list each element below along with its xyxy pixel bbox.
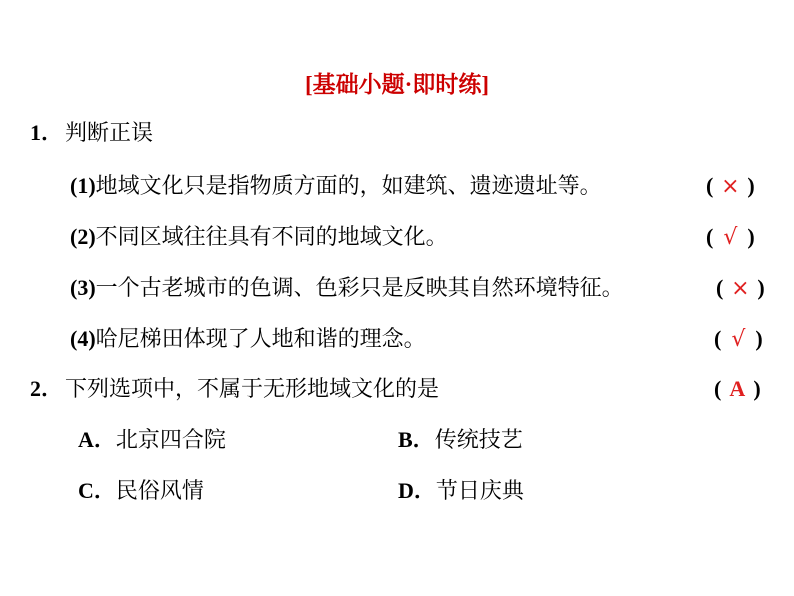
close-paren: )	[757, 275, 765, 300]
q1-item-1	[70, 171, 602, 202]
q1-item-4-number: (4)	[70, 326, 96, 351]
option-text: 传统技艺	[434, 428, 523, 453]
q1-item-2-answer: √	[723, 225, 738, 250]
q2-answer-box	[714, 374, 761, 404]
option-text: 民俗风情	[115, 479, 204, 504]
q1-item-2-number: (2)	[70, 224, 96, 249]
option-letter: B．	[398, 427, 435, 452]
open-paren: (	[706, 224, 714, 249]
q1-item-3-answer: ×	[731, 276, 750, 301]
option-text: 北京四合院	[115, 428, 226, 453]
close-paren: )	[747, 173, 755, 198]
q2-option-b	[398, 425, 523, 456]
q1-item-2	[70, 222, 448, 253]
open-paren: (	[714, 376, 722, 401]
q2-option-a	[78, 425, 226, 456]
q1-item-3-answer-box	[716, 273, 765, 304]
option-letter: A．	[78, 427, 116, 452]
close-paren: )	[755, 326, 763, 351]
question-2-text: 下列选项中，不属于无形地域文化的是	[65, 377, 440, 402]
q1-item-1-text: 地域文化只是指物质方面的，如建筑、遗迹遗址等。	[95, 174, 602, 199]
close-paren: )	[753, 376, 761, 401]
q1-item-4	[70, 324, 426, 355]
open-paren: (	[706, 173, 714, 198]
q1-item-4-text: 哈尼梯田体现了人地和谐的理念。	[95, 327, 426, 352]
q2-answer: A	[729, 376, 746, 401]
question-1	[30, 118, 153, 149]
open-paren: (	[714, 326, 722, 351]
option-text: 节日庆典	[435, 479, 524, 504]
question-1-text: 判断正误	[65, 121, 154, 146]
q2-option-c	[78, 476, 204, 507]
option-letter: C．	[78, 478, 116, 503]
q1-item-2-answer-box	[706, 222, 755, 253]
option-letter: D．	[398, 478, 436, 503]
q2-option-d	[398, 476, 524, 507]
open-paren: (	[716, 275, 724, 300]
q1-item-4-answer-box	[714, 324, 763, 355]
q1-item-3-number: (3)	[70, 275, 96, 300]
question-1-number: 1．	[30, 120, 64, 145]
q1-item-2-text: 不同区域往往具有不同的地域文化。	[95, 225, 448, 250]
q1-item-1-answer-box	[706, 171, 755, 202]
q1-item-1-answer: ×	[721, 174, 740, 199]
close-paren: )	[747, 224, 755, 249]
question-2-number: 2．	[30, 376, 64, 401]
q1-item-1-number: (1)	[70, 173, 96, 198]
question-2	[30, 374, 439, 405]
q1-item-3	[70, 273, 624, 304]
section-title: [基础小题·即时练]	[305, 72, 489, 97]
q1-item-4-answer: √	[731, 327, 746, 352]
q1-item-3-text: 一个古老城市的色调、色彩只是反映其自然环境特征。	[95, 276, 624, 301]
